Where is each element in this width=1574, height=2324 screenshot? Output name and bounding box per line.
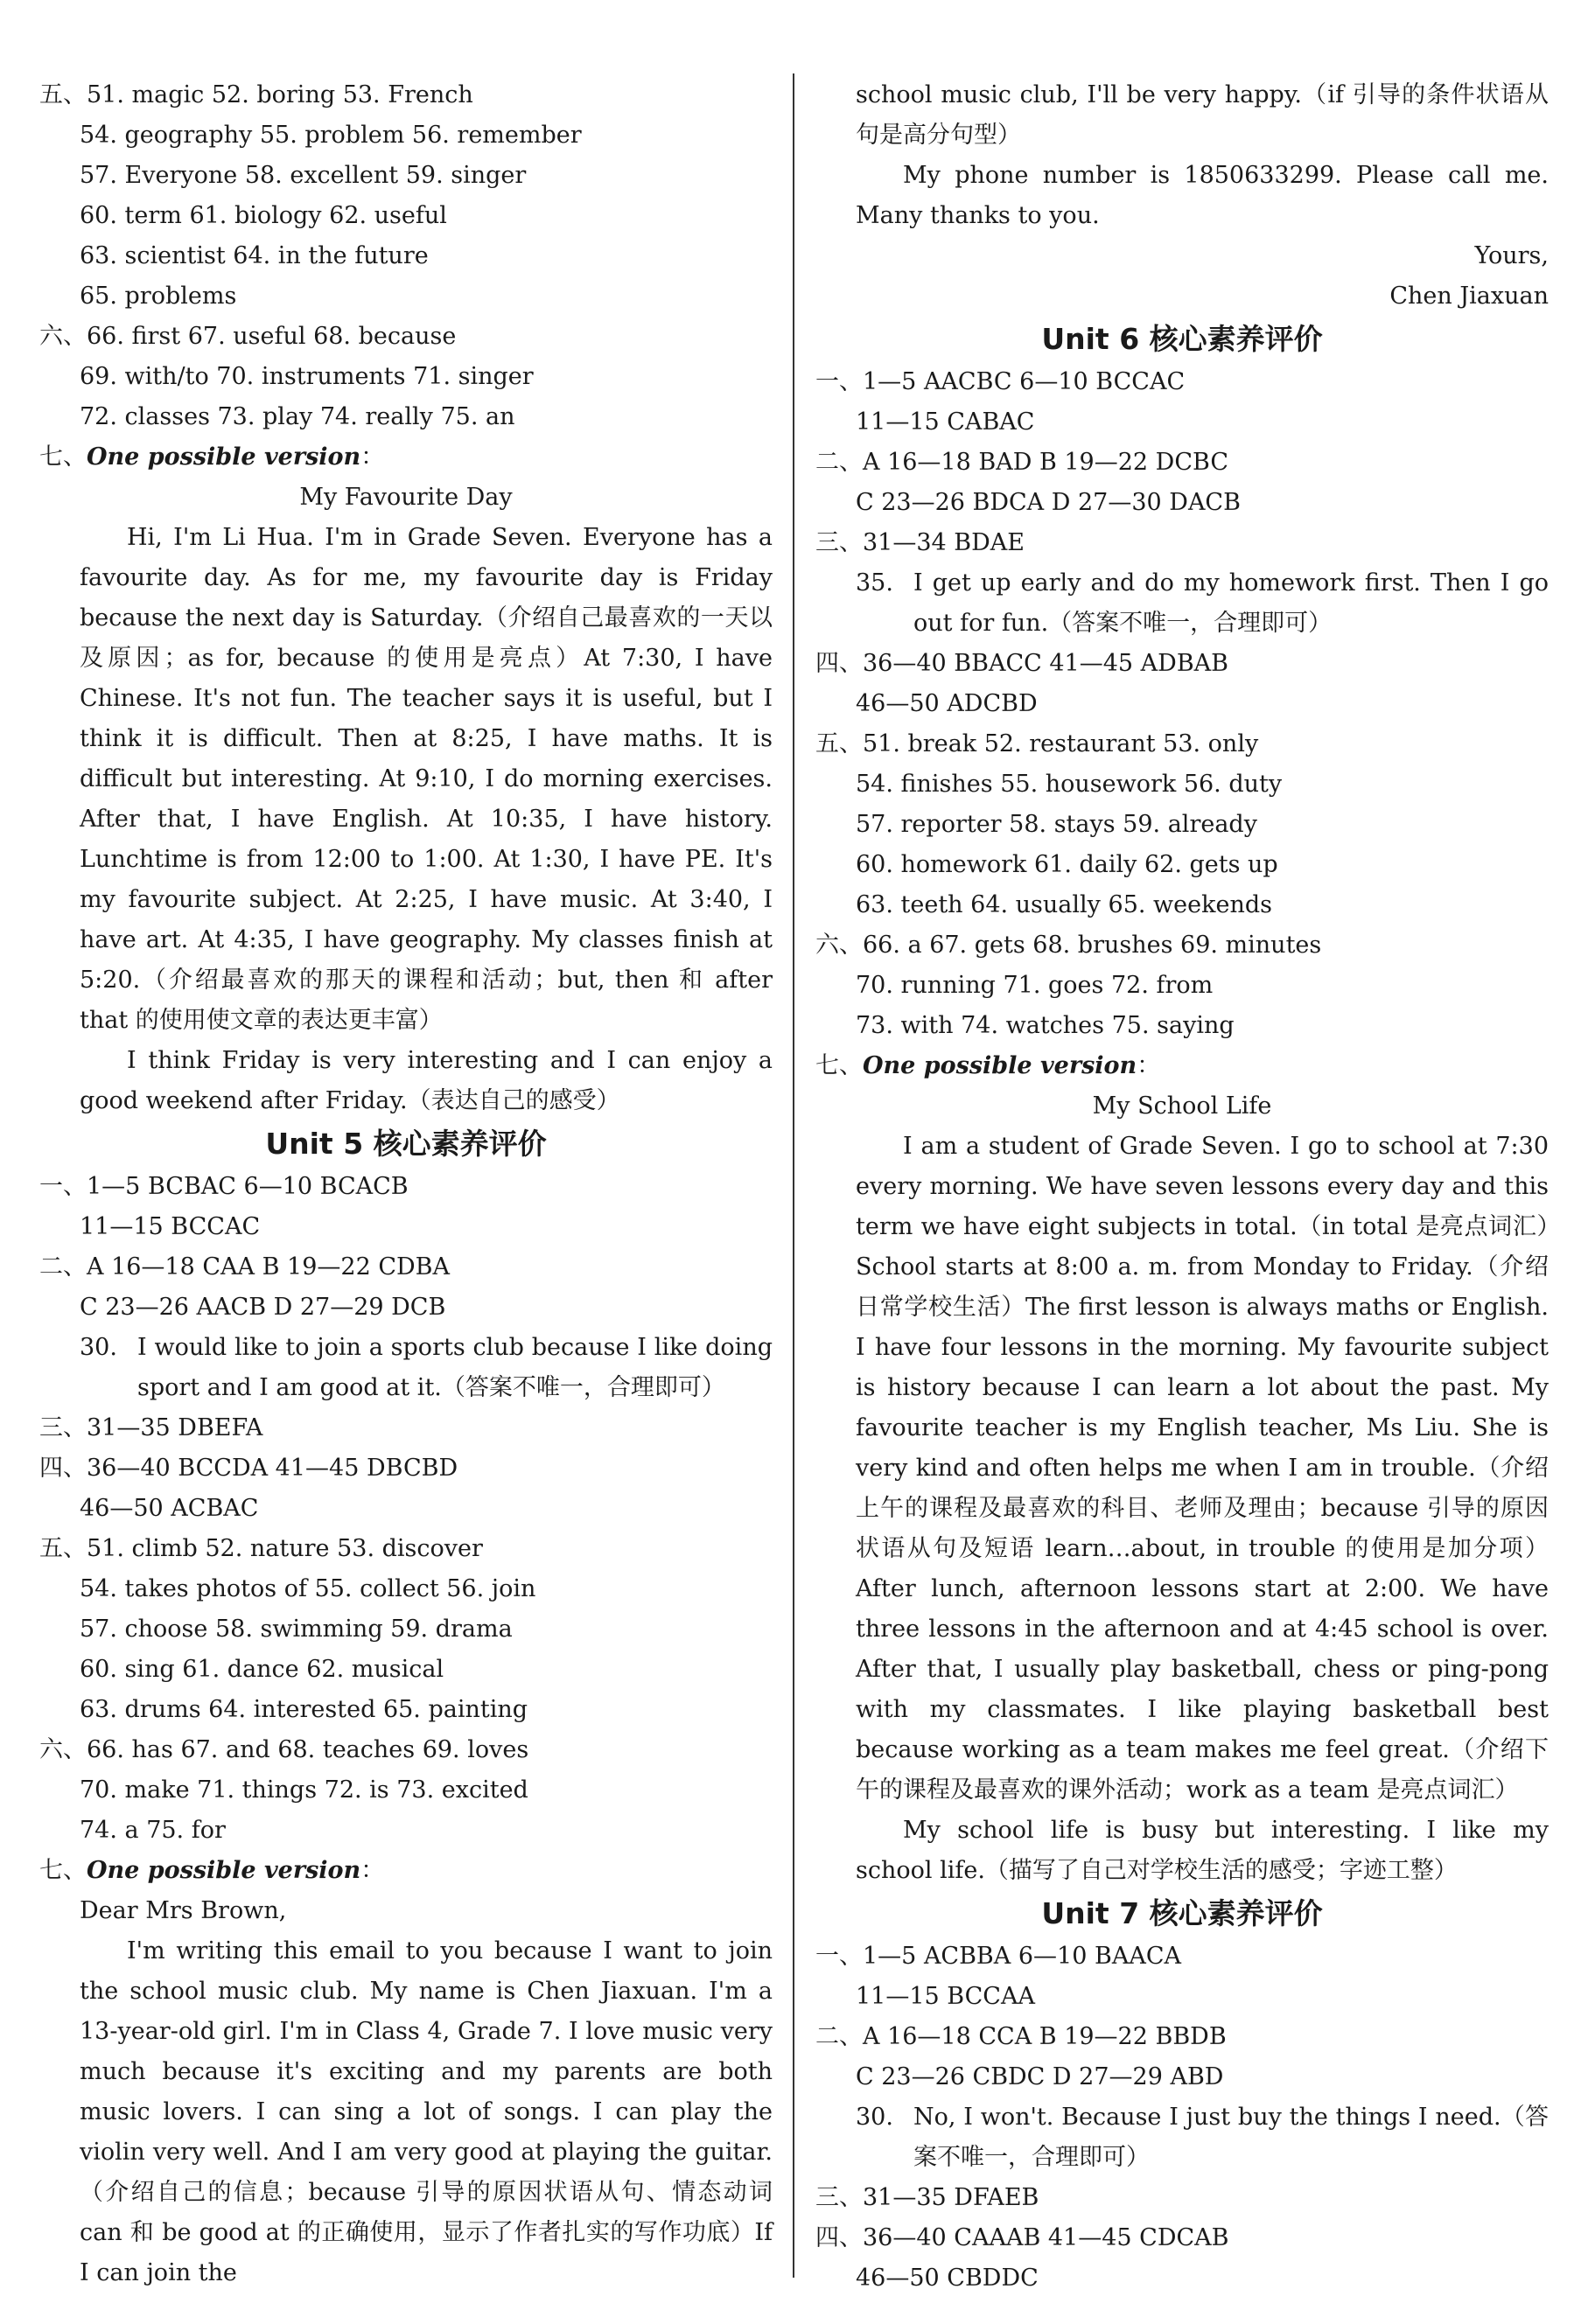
answer-line: 54. finishes 55. housework 56. duty <box>856 771 1283 798</box>
essay-label <box>39 437 773 478</box>
answer-line: 60. homework 61. daily 62. gets up <box>856 851 1278 878</box>
answer-line: 63. drums 64. interested 65. painting <box>80 1696 528 1723</box>
answer-line: 57. reporter 58. stays 59. already <box>856 811 1257 838</box>
answer-line: 46—50 ADCBD <box>856 690 1038 717</box>
answer-line: 72. classes 73. play 74. really 75. an <box>80 403 515 430</box>
colon: ： <box>1137 1052 1161 1079</box>
left-column <box>39 75 773 2293</box>
answer-line: 二、A 16—18 BAD B 19—22 DCBC <box>815 449 1228 476</box>
answer-line: 46—50 ACBAC <box>80 1495 259 1522</box>
essay-paragraph: My phone number is 1850633299. Please call me. Many thanks to you. <box>856 162 1549 229</box>
section-number: 七、 <box>39 1857 87 1884</box>
answer-line: 57. choose 58. swimming 59. drama <box>80 1616 513 1643</box>
version-label: One possible version <box>87 1857 361 1884</box>
answer-line: 六、66. first 67. useful 68. because <box>39 323 457 350</box>
answer-line: 57. Everyone 58. excellent 59. singer <box>80 162 527 189</box>
colon: ： <box>360 1857 385 1884</box>
section-number: 七、 <box>815 1052 863 1079</box>
answer-line: 70. make 71. things 72. is 73. excited <box>80 1776 528 1804</box>
answer-line: 五、51. magic 52. boring 53. French <box>39 81 473 108</box>
answer-line: 60. term 61. biology 62. useful <box>80 202 447 229</box>
essay-paragraph: I am a student of Grade Seven. I go to school at 7:30 every morning. We have seven lessons every day and this term we have eight subjects in total.（in total 是亮点词汇）School starts at 8:00 a. m. from Monday to Friday.（介绍日常学校生活）The first lesson is always maths or English. I have four lessons in the morning. My favourite subject is history because I can learn a lot about the past. My favourite teacher is my English teacher, Ms Liu. She is very kind and often helps me when I am in trouble.（介绍上午的课程及最喜欢的科目、老师及理由；because 引导的原因状语从句及短语 learn…about, in trouble 的使用是加分项）After lunch, afternoon lessons start at 2:00. We have three lessons in the afternoon and at 4:45 school is over. After that, I usually play basketball, chess or ping-pong with my classmates. I like playing basketball best because working as a team makes me feel great.（介绍下午的课程及最喜欢的课外活动；work as a team 是亮点词汇） <box>856 1133 1549 1804</box>
answer-item <box>39 1328 773 1408</box>
item-number: 35. <box>856 569 893 597</box>
answer-line: 四、36—40 CAAAB 41—45 CDCAB <box>815 2224 1229 2251</box>
essay-label <box>815 1046 1549 1086</box>
answer-line: 六、66. a 67. gets 68. brushes 69. minutes <box>815 932 1322 959</box>
answer-line: 三、31—35 DBEFA <box>39 1414 263 1441</box>
version-label: One possible version <box>863 1052 1137 1079</box>
answer-line: 46—50 CBDDC <box>856 2265 1039 2292</box>
answer-line: 二、A 16—18 CAA B 19—22 CDBA <box>39 1253 450 1281</box>
answer-line: 三、31—34 BDAE <box>815 529 1025 556</box>
answer-line: 74. a 75. for <box>80 1817 226 1844</box>
answer-line: 六、66. has 67. and 68. teaches 69. loves <box>39 1736 529 1763</box>
essay-paragraph: My school life is busy but interesting. I like my school life.（描写了自己对学校生活的感受；字迹工整） <box>856 1817 1549 1884</box>
unit-heading: Unit 5 核心素养评价 <box>265 1127 547 1161</box>
answer-line: C 23—26 AACB D 27—29 DCB <box>80 1294 446 1321</box>
answer-line: 54. geography 55. problem 56. remember <box>80 122 582 149</box>
answer-line: 54. takes photos of 55. collect 56. join <box>80 1575 536 1602</box>
answer-line: 11—15 CABAC <box>856 408 1035 436</box>
answer-line: 一、1—5 ACBBA 6—10 BAACA <box>815 1943 1181 1970</box>
item-text: No, I won't. Because I just buy the things I need.（答案不唯一，合理即可） <box>913 2104 1549 2171</box>
letter-signature: Chen Jiaxuan <box>1389 283 1549 310</box>
essay-label <box>39 1851 773 1891</box>
essay-title: My School Life <box>1092 1092 1272 1120</box>
item-text: I get up early and do my homework first. Then I go out for fun.（答案不唯一，合理即可） <box>913 569 1549 637</box>
answer-line: 11—15 BCCAA <box>856 1983 1035 2010</box>
item-number: 30. <box>80 1334 117 1361</box>
answer-line: 11—15 BCCAC <box>80 1213 261 1240</box>
answer-item <box>815 2097 1549 2178</box>
answer-line: 五、51. break 52. restaurant 53. only <box>815 730 1259 757</box>
answer-line: 69. with/to 70. instruments 71. singer <box>80 363 534 390</box>
answer-line: 二、A 16—18 CCA B 19—22 BBDB <box>815 2023 1227 2050</box>
answer-line: 73. with 74. watches 75. saying <box>856 1012 1235 1039</box>
letter-salutation: Dear Mrs Brown, <box>80 1897 287 1924</box>
answer-line: 一、1—5 AACBC 6—10 BCCAC <box>815 368 1186 395</box>
letter-closing: Yours, <box>1474 242 1549 269</box>
answer-line: 四、36—40 BCCDA 41—45 DBCBD <box>39 1455 458 1482</box>
item-text: I would like to join a sports club because I like doing sport and I am good at it.（答案不唯一，合理即可） <box>137 1334 773 1401</box>
answer-line: C 23—26 CBDC D 27—29 ABD <box>856 2063 1224 2090</box>
version-label: One possible version <box>87 443 361 471</box>
answer-line: 60. sing 61. dance 62. musical <box>80 1656 444 1683</box>
answer-line: 一、1—5 BCBAC 6—10 BCACB <box>39 1173 409 1200</box>
answer-line: 63. teeth 64. usually 65. weekends <box>856 891 1272 918</box>
answer-item <box>815 563 1549 644</box>
essay-paragraph: Hi, I'm Li Hua. I'm in Grade Seven. Everyone has a favourite day. As for me, my favourite day is Friday because the next day is Saturday.（介绍自己最喜欢的一天以及原因；as for, because 的使用是亮点）At 7:30, I have Chinese. It's not fun. The teacher says it is useful, but I think it is difficult. Then at 8:25, I have maths. It is difficult but interesting. At 9:10, I do morning exercises. After that, I have English. At 10:35, I have history. Lunchtime is from 12:00 to 1:00. At 1:30, I have PE. It's my favourite subject. At 2:25, I have music. At 3:40, I have art. At 4:35, I have geography. My classes finish at 5:20.（介绍最喜欢的那天的课程和活动；but, then 和 after that 的使用使文章的表达更丰富） <box>80 524 773 1034</box>
section-number: 七、 <box>39 443 87 471</box>
column-divider <box>793 73 794 2278</box>
unit-heading: Unit 6 核心素养评价 <box>1041 322 1323 356</box>
answer-line: 70. running 71. goes 72. from <box>856 972 1214 999</box>
item-number: 30. <box>856 2104 893 2131</box>
answer-line: 63. scientist 64. in the future <box>80 242 429 269</box>
colon: ： <box>360 443 385 471</box>
unit-heading: Unit 7 核心素养评价 <box>1041 1896 1323 1930</box>
answer-line: C 23—26 BDCA D 27—30 DACB <box>856 489 1241 516</box>
right-column <box>815 75 1549 2299</box>
essay-title: My Favourite Day <box>299 484 513 511</box>
answer-line: 五、51. climb 52. nature 53. discover <box>39 1535 483 1562</box>
essay-paragraph: I think Friday is very interesting and I can enjoy a good weekend after Friday.（表达自己的感受） <box>80 1047 773 1114</box>
answer-line: 三、31—35 DFAEB <box>815 2184 1039 2211</box>
essay-paragraph: school music club, I'll be very happy.（if 引导的条件状语从句是高分句型） <box>856 81 1549 149</box>
answer-line: 四、36—40 BBACC 41—45 ADBAB <box>815 650 1228 677</box>
essay-paragraph: I'm writing this email to you because I want to join the school music club. My name is Chen Jiaxuan. I'm a 13-year-old girl. I'm in Class 4, Grade 7. I love music very much because it's exciting and my parents are both music lovers. I can sing a lot of songs. I can play the violin very well. And I am very good at playing the guitar.（介绍自己的信息；because 引导的原因状语从句、情态动词 can 和 be good at 的正确使用，显示了作者扎实的写作功底）If I can join the <box>80 1937 773 2286</box>
answer-line: 65. problems <box>80 283 237 310</box>
